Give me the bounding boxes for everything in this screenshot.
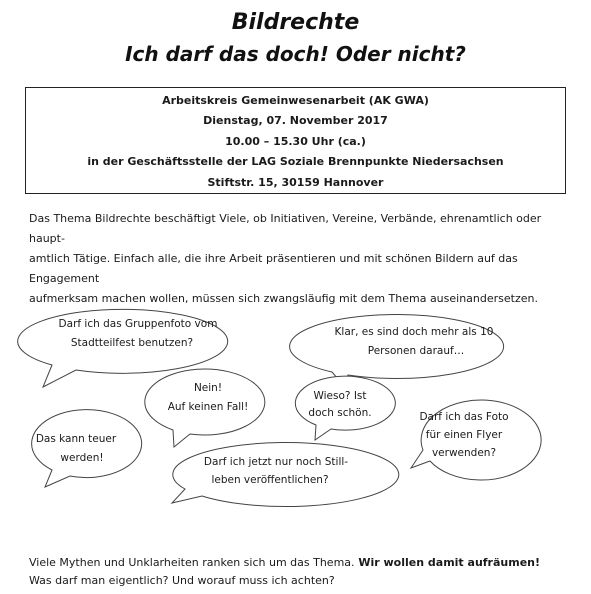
- bubble-5-text-line: Darf ich das Foto: [419, 411, 509, 423]
- bubble-3-text-line: Nein!: [193, 382, 223, 394]
- intro-line: amtlich Tätige. Einfach alle, die ihre Arbeit präsentieren und mit schönen Bildern auf das Engagement: [29, 252, 518, 285]
- bubble-6-text-line: werden!: [60, 452, 104, 464]
- closing-line-2: Was darf man eigentlich? Und worauf muss ich achten?: [29, 574, 335, 587]
- event-organizer: Arbeitskreis Gemeinwesenarbeit (AK GWA): [162, 94, 429, 107]
- event-venue: in der Geschäftsstelle der LAG Soziale Brennpunkte Niedersachsen: [87, 155, 504, 169]
- bubble-3-text-line: Auf keinen Fall!: [167, 401, 249, 413]
- page-subtitle: Ich darf das doch! Oder nicht?: [125, 42, 466, 66]
- bubble-2-text-line: Personen darauf…: [367, 345, 465, 357]
- bubble-1-text-line: Darf ich das Gruppenfoto vom: [58, 318, 218, 330]
- closing-line-1: [29, 554, 569, 572]
- bubble-5-text-line: für einen Flyer: [425, 429, 503, 441]
- bubble-4-text-line: doch schön.: [308, 407, 372, 419]
- closing-text: Viele Mythen und Unklarheiten ranken sich um das Thema.: [29, 556, 355, 569]
- bubble-6-text-line: Das kann teuer: [35, 433, 117, 445]
- closing-emphasis: Wir wollen damit aufräumen!: [354, 556, 541, 569]
- intro-line: Das Thema Bildrechte beschäftigt Viele, ob Initiativen, Vereine, Verbände, ehrenamtlich oder haupt-: [29, 212, 542, 245]
- bubble-7-text-line: Darf ich jetzt nur noch Still-: [203, 456, 349, 468]
- event-date: Dienstag, 07. November 2017: [203, 114, 388, 128]
- bubble-2-text-line: Klar, es sind doch mehr als 10: [334, 326, 494, 338]
- bubble-7-text-line: leben veröffentlichen?: [211, 474, 329, 486]
- bubble-5-text-line: verwenden?: [431, 447, 497, 459]
- intro-line: aufmerksam machen wollen, müssen sich zwangsläufig mit dem Thema auseinandersetzen.: [29, 292, 538, 305]
- bubble-1-text-line: Stadtteilfest benutzen?: [70, 337, 194, 349]
- page-title: Bildrechte: [231, 10, 360, 35]
- event-address: Stiftstr. 15, 30159 Hannover: [207, 175, 384, 189]
- closing-paragraph: [29, 554, 569, 590]
- speech-bubble-6: [32, 410, 142, 487]
- event-time: 10.00 – 15.30 Uhr (ca.): [225, 134, 366, 148]
- bubble-4-text-line: Wieso? Ist: [313, 390, 367, 402]
